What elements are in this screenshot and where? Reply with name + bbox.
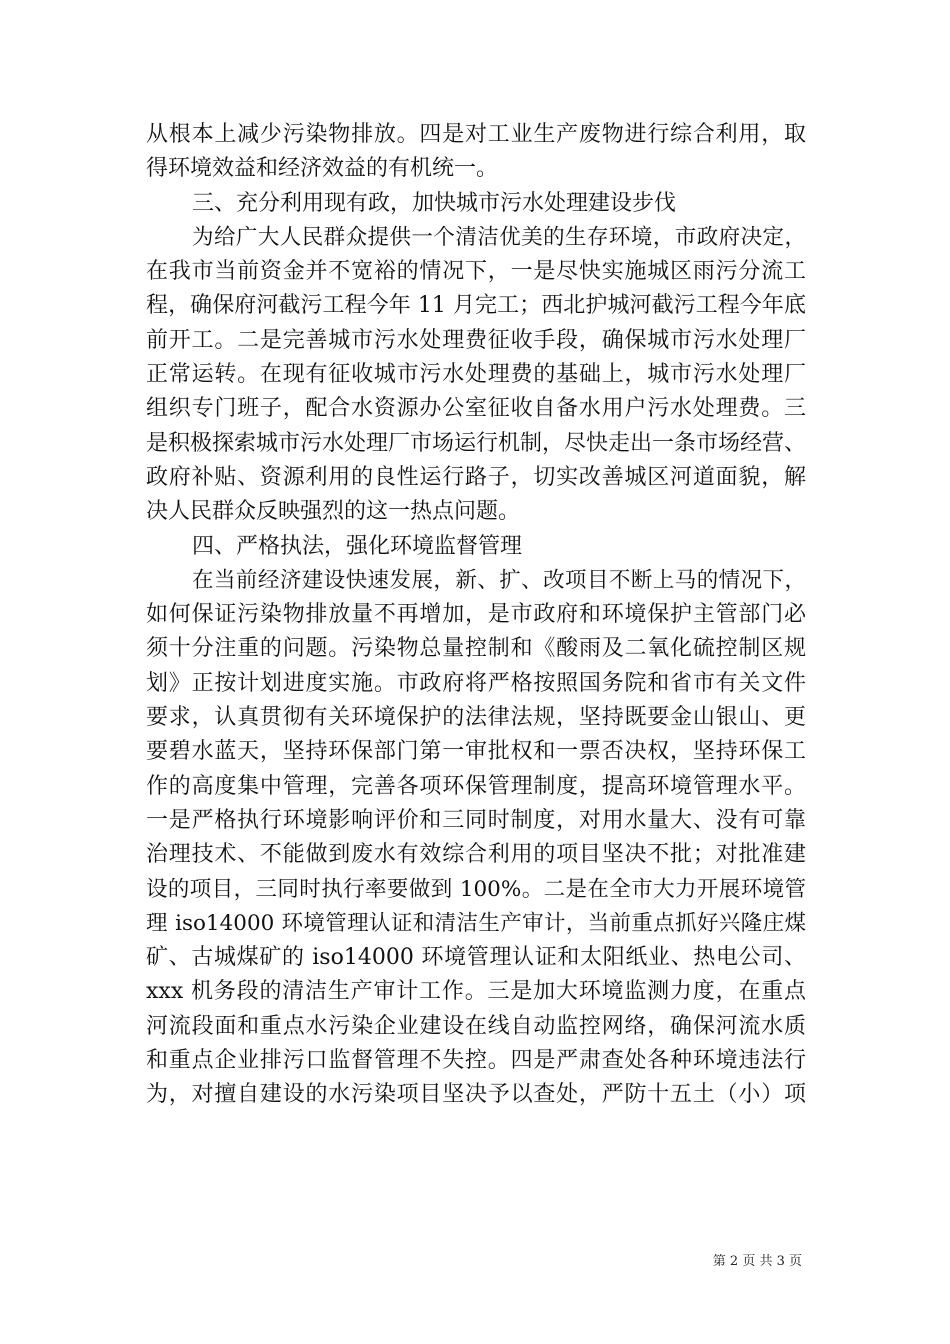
text-line: 要求，认真贯彻有关环境保护的法律法规，坚持既要金山银山、更 <box>146 705 806 731</box>
text-line: 河流段面和重点水污染企业建设在线自动监控网络，确保河流水质 <box>146 1013 806 1039</box>
text-line: 治理技术、不能做到废水有效综合利用的项目坚决不批；对批准建 <box>146 842 806 868</box>
text-line: 作的高度集中管理，完善各项环保管理制度，提高环境管理水平。 <box>146 773 806 799</box>
text-line: 矿、古城煤矿的 iso14000 环境管理认证和太阳纸业、热电公司、 <box>146 945 806 971</box>
text-line: 如何保证污染物排放量不再增加，是市政府和环境保护主管部门必 <box>146 602 806 628</box>
text-line: 前开工。二是完善城市污水处理费征收手段，确保城市污水处理厂 <box>146 327 806 353</box>
text-line: 四、严格执法，强化环境监督管理 <box>192 533 523 559</box>
text-line: 组织专门班子，配合水资源办公室征收自备水用户污水处理费。三 <box>146 396 806 422</box>
document-body <box>146 118 806 1113</box>
text-line: 要碧水蓝天，坚持环保部门第一审批权和一票否决权，坚持环保工 <box>146 739 806 765</box>
text-line: 政府补贴、资源利用的良性运行路子，切实改善城区河道面貌，解 <box>146 464 806 490</box>
text-line: 从根本上减少污染物排放。四是对工业生产废物进行综合利用，取 <box>146 122 806 147</box>
text-line: 须十分注重的问题。污染物总量控制和《酸雨及二氧化硫控制区规 <box>146 636 806 662</box>
text-line: 程，确保府河截污工程今年 11 月完工；西北护城河截污工程今年底 <box>146 293 806 319</box>
text-line: 正常运转。在现有征收城市污水处理费的基础上，城市污水处理厂 <box>146 362 806 388</box>
text-line: xxx 机务段的清洁生产审计工作。三是加大环境监测力度，在重点 <box>146 979 806 1005</box>
text-line: 为，对擅自建设的水污染项目坚决予以查处，严防十五土（小）项 <box>146 1082 806 1108</box>
text-line: 得环境效益和经济效益的有机统一。 <box>146 156 499 182</box>
text-line: 是积极探索城市污水处理厂市场运行机制，尽快走出一条市场经营、 <box>146 430 807 456</box>
text-line: 决人民群众反映强烈的这一热点问题。 <box>146 499 521 525</box>
text-line: 一是严格执行环境影响评价和三同时制度，对用水量大、没有可靠 <box>146 807 806 833</box>
text-line: 和重点企业排污口监督管理不失控。四是严肃查处各种环境违法行 <box>146 1048 806 1074</box>
text-line: 在我市当前资金并不宽裕的情况下，一是尽快实施城区雨污分流工 <box>146 259 806 285</box>
text-line: 三、充分利用现有政，加快城市污水处理建设步伐 <box>192 190 677 216</box>
text-line: 划》正按计划进度实施。市政府将严格按照国务院和省市有关文件 <box>146 670 806 696</box>
page-number: 第 2 页 共 3 页 <box>712 1254 802 1269</box>
text-line: 设的项目，三同时执行率要做到 100%。二是在全市大力开展环境管 <box>146 876 806 902</box>
text-line: 在当前经济建设快速发展，新、扩、改项目不断上马的情况下， <box>192 567 806 593</box>
text-line: 理 iso14000 环境管理认证和清洁生产审计，当前重点抓好兴隆庄煤 <box>146 910 806 936</box>
text-line: 为给广大人民群众提供一个清洁优美的生存环境，市政府决定， <box>192 224 806 250</box>
